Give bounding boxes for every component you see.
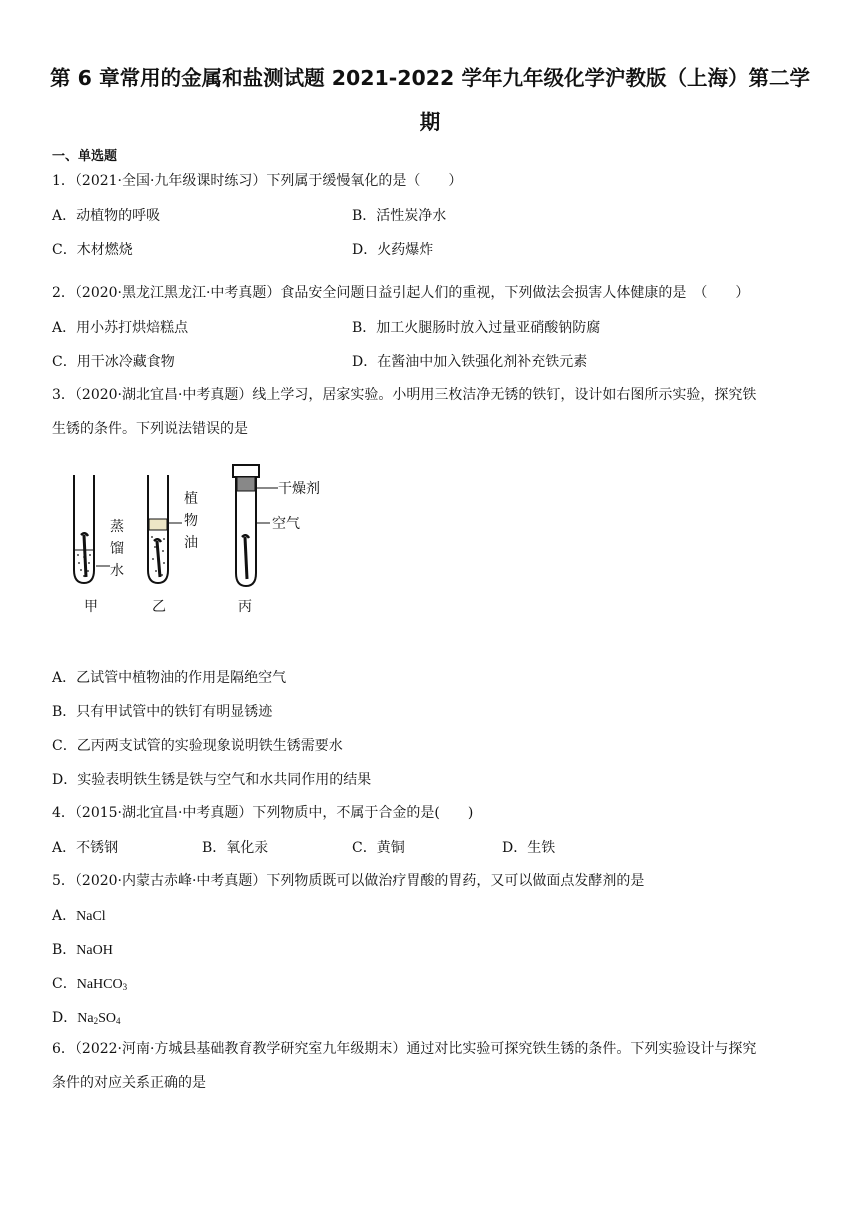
- question-6-stem-line-2: 条件的对应关系正确的是: [52, 1075, 206, 1091]
- title-line-1: 第 6 章常用的金属和盐测试题 2021-2022 学年九年级化学沪教版（上海）第二学: [50, 66, 810, 90]
- annotation-you: 油: [184, 535, 198, 551]
- q4-option-d: D．生铁: [502, 840, 556, 856]
- q5-option-b: B．NaOH: [52, 942, 113, 958]
- question-4-stem: 4．（2015·湖北宜昌·中考真题）下列物质中，不属于合金的是( ): [52, 805, 474, 821]
- q4-option-c: C．黄铜: [352, 840, 405, 856]
- question-1-stem: 1．（2021·全国·九年级课时练习）下列属于缓慢氧化的是（ ）: [52, 173, 463, 189]
- q2-option-c: C．用干冰冷藏食物: [52, 354, 175, 370]
- q5-option-a: A．NaCl: [52, 908, 106, 924]
- q4-option-b: B．氧化汞: [202, 840, 269, 856]
- annotation-desiccant: 干燥剂: [278, 481, 320, 497]
- q2-option-b: B．加工火腿肠时放入过量亚硝酸钠防腐: [352, 320, 601, 336]
- annotation-air: 空气: [272, 516, 300, 532]
- rust-experiment-figure: [60, 455, 340, 625]
- section-heading: 一、单选题: [52, 149, 118, 164]
- question-2-stem: 2．（2020·黑龙江黑龙江·中考真题）食品安全问题日益引起人们的重视，下列做法会损害人体健康的是 （ ）: [52, 285, 750, 301]
- q1-option-d: D．火药爆炸: [352, 242, 434, 258]
- q3-option-a: A．乙试管中植物油的作用是隔绝空气: [52, 670, 287, 686]
- q5-option-d: D．$Na_2SO_4$: [52, 1010, 121, 1026]
- tube-label-jia: 甲: [84, 599, 98, 615]
- test-tube-jia: [74, 475, 94, 583]
- tube-label-bing: 丙: [238, 599, 252, 615]
- annotation-zhi: 植: [184, 491, 198, 507]
- annotation-wu: 物: [184, 513, 198, 529]
- page-title: [40, 58, 820, 142]
- question-3-stem-line-1: 3．（2020·湖北宜昌·中考真题）线上学习，居家实验。小明用三枚洁净无锈的铁钉，设计如右图所示实验，探究铁: [52, 387, 757, 403]
- annotation-shui: 水: [110, 563, 124, 579]
- q3-option-b: B．只有甲试管中的铁钉有明显锈迹: [52, 704, 273, 720]
- q2-option-d: D．在酱油中加入铁强化剂补充铁元素: [352, 354, 588, 370]
- annotation-zheng: 蒸: [110, 519, 124, 535]
- q2-option-a: A．用小苏打烘焙糕点: [52, 320, 189, 336]
- q3-option-d: D．实验表明铁生锈是铁与空气和水共同作用的结果: [52, 772, 372, 788]
- question-5-stem: 5．（2020·内蒙古赤峰·中考真题）下列物质既可以做治疗胃酸的胃药，又可以做面点发酵剂的是: [52, 873, 645, 889]
- q4-option-a: A．不锈钢: [52, 840, 119, 856]
- test-tube-yi: [148, 475, 182, 583]
- q1-option-c: C．木材燃烧: [52, 242, 133, 258]
- q1-option-a: A．动植物的呼吸: [52, 208, 161, 224]
- q1-option-b: B．活性炭净水: [352, 208, 447, 224]
- q3-option-c: C．乙丙两支试管的实验现象说明铁生锈需要水: [52, 738, 343, 754]
- title-line-2: 期: [419, 110, 441, 134]
- question-3-stem-line-2: 生锈的条件。下列说法错误的是: [52, 421, 248, 437]
- annotation-liu: 馏: [110, 541, 124, 557]
- q5-option-c: C．NaHCO$_3$: [52, 976, 128, 992]
- question-6-stem-line-1: 6．（2022·河南·方城县基础教育教学研究室九年级期末）通过对比实验可探究铁生锈的条件。下列实验设计与探究: [52, 1041, 757, 1057]
- tube-label-yi: 乙: [152, 599, 166, 615]
